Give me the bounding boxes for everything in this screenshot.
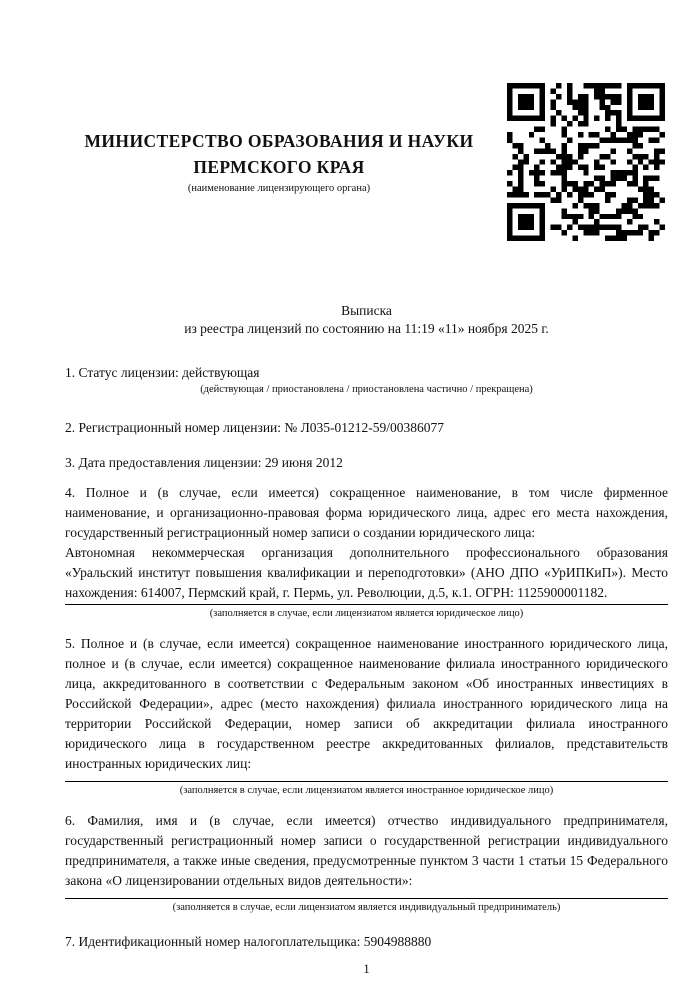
legal-entity-value: Автономная некоммерческая организация дополнительного профессионального образования «Уральский институт повышения квалификации и переподготовки» (АНО ДПО «УрИПКиП»). Место нахождения: 614007, Пермский край, г. Пермь, ул. Революции, д.5, к.1. ОГРН: 1125900001182.	[65, 543, 668, 605]
ministry-caption: (наименование лицензирующего органа)	[187, 183, 371, 194]
foreign-entity-blank-line	[65, 774, 668, 782]
licensing-authority-block	[65, 128, 493, 196]
item-license-status	[65, 363, 668, 396]
foreign-entity-note: (заполняется в случае, если лицензиатом является иностранное юридическое лицо)	[179, 785, 554, 796]
individual-entrepreneur-note: (заполняется в случае, если лицензиатом является индивидуальный предприниматель)	[172, 902, 561, 913]
item-grant-date	[65, 453, 668, 473]
ministry-name-line2: ПЕРМСКОГО КРАЯ	[193, 157, 365, 177]
legal-entity-text: 4. Полное и (в случае, если имеется) сокращенное наименование, в том числе фирменное наименование, и организационно-правовая форма юридического лица, адрес его места нахождения, государственный регистрационный номер записи о создании юридического лица:	[65, 485, 668, 540]
registration-number-text: 2. Регистрационный номер лицензии: № Л035-01212-59/00386077	[65, 420, 445, 435]
item-taxpayer-number	[65, 932, 668, 952]
item-registration-number	[65, 418, 668, 438]
ministry-name-line1: МИНИСТЕРСТВО ОБРАЗОВАНИЯ И НАУКИ	[84, 131, 474, 151]
document-header	[65, 0, 668, 236]
license-status-note: (действующая / приостановлена / приостановлена частично / прекращена)	[200, 384, 533, 395]
document-title	[65, 302, 668, 337]
page-number: 1	[363, 962, 370, 976]
qr-code-icon	[507, 83, 665, 241]
document-title-line2: из реестра лицензий по состоянию на 11:19 «11» ноября 2025 г.	[184, 320, 549, 336]
document-title-line1: Выписка	[341, 303, 392, 318]
license-status-text: 1. Статус лицензии: действующая	[65, 365, 260, 380]
legal-entity-note: (заполняется в случае, если лицензиатом является юридическое лицо)	[209, 608, 524, 619]
foreign-entity-text: 5. Полное и (в случае, если имеется) сокращенное наименование иностранного юридического лица, полное и (в случае, если имеется) сокращенное наименование филиала иностранного юридического лица, аккредитованного в соответствии с Федеральным законом «Об иностранных инвестициях в Российской Федерации», адрес (место нахождения) филиала иностранного юридического лица на территории Российской Федерации, номер записи об аккредитации филиала иностранного юридического лица в государственном реестре аккредитованных филиалов, представительств иностранных юридических лиц:	[65, 636, 668, 771]
taxpayer-number-text: 7. Идентификационный номер налогоплательщика: 5904988880	[65, 934, 432, 949]
item-legal-entity	[65, 483, 668, 620]
individual-entrepreneur-text: 6. Фамилия, имя и (в случае, если имеется) отчество индивидуального предпринимателя, государственный регистрационный номер записи о государственной регистрации индивидуального предпринимателя, а также иные сведения, предусмотренные пунктом 3 части 1 статьи 15 Федерального закона «О лицензировании отдельных видов деятельности»:	[65, 813, 668, 888]
grant-date-text: 3. Дата предоставления лицензии: 29 июня 2012	[65, 455, 343, 470]
item-foreign-entity	[65, 634, 668, 797]
individual-entrepreneur-blank-line	[65, 891, 668, 899]
item-individual-entrepreneur	[65, 811, 668, 914]
